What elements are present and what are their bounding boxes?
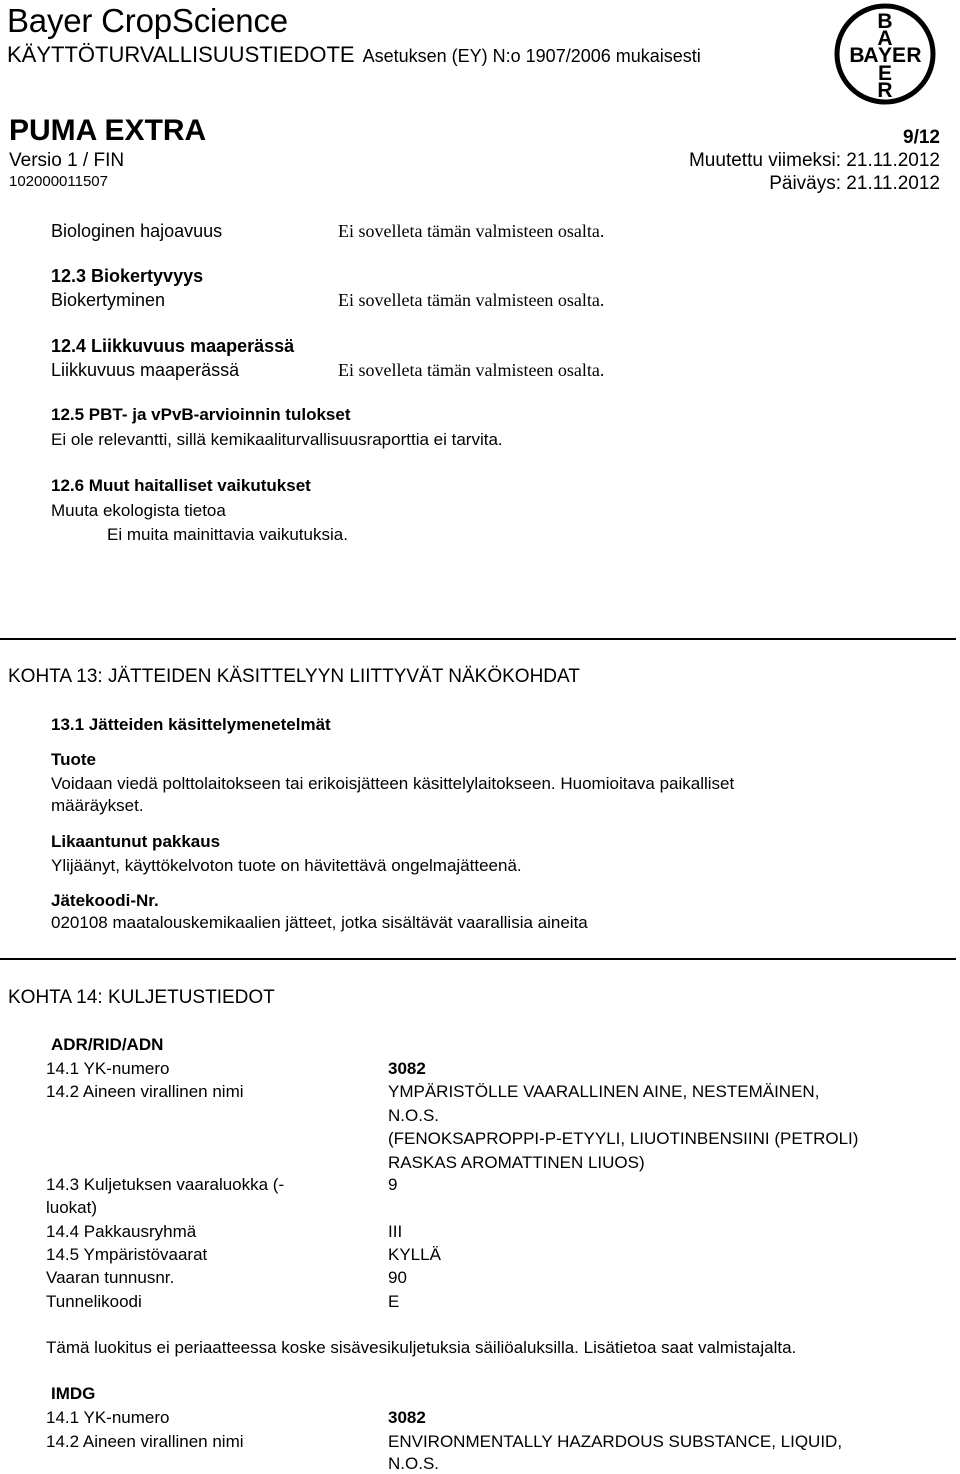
imdg-heading: IMDG [51, 1384, 96, 1403]
contaminated-packaging-label: Likaantunut pakkaus [51, 832, 221, 851]
adr-hazard-class-value: 9 [388, 1175, 398, 1194]
adr-shipping-name-line-1: YMPÄRISTÖLLE VAARALLINEN AINE, NESTEMÄINEN, [388, 1082, 820, 1101]
logo-letter-y: Y [877, 44, 893, 67]
section-13-heading: KOHTA 13: JÄTTEIDEN KÄSITTELYYN LIITTYVÄT NÄKÖKOHDAT [8, 666, 580, 687]
regulation-text: Asetuksen (EY) N:o 1907/2006 mukaisesti [362, 46, 701, 66]
adr-tunnel-code-label: Tunnelikoodi [46, 1292, 142, 1311]
document-number: 102000011507 [9, 173, 108, 190]
logo-letter-a: A [877, 27, 893, 50]
logo-letter-b: B [877, 10, 893, 33]
mobility-label: Liikkuvuus maaperässä [51, 360, 240, 380]
version-text: Versio 1 / FIN [9, 150, 125, 171]
pbt-text: Ei ole relevantti, sillä kemikaaliturvallisuusraporttia ei tarvita. [51, 430, 503, 449]
bioaccumulation-value: Ei sovelleta tämän valmisteen osalta. [338, 290, 605, 310]
section-12-3-heading: 12.3 Biokertyvyys [51, 266, 204, 286]
logo-letter-e: E [877, 62, 893, 85]
bioaccumulation-label: Biokertyminen [51, 290, 166, 310]
imdg-shipping-name-label: 14.2 Aineen virallinen nimi [46, 1432, 244, 1451]
page-number: 9/12 [903, 127, 940, 148]
contaminated-packaging-text: Ylijäänyt, käyttökelvoton tuote on hävitettävä ongelmajätteenä. [51, 856, 522, 875]
document-title-text: KÄYTTÖTURVALLISUUSTIEDOTE [7, 42, 355, 67]
adr-shipping-name-label: 14.2 Aineen virallinen nimi [46, 1082, 244, 1101]
waste-code-text: 020108 maatalouskemikaalien jätteet, jotka sisältävät vaarallisia aineita [51, 913, 588, 932]
adr-un-number-label: 14.1 YK-numero [46, 1059, 170, 1078]
biodegradability-label: Biologinen hajoavuus [51, 221, 223, 241]
section-12-4-heading: 12.4 Liikkuvuus maaperässä [51, 336, 295, 356]
adr-hazard-id-label: Vaaran tunnusnr. [46, 1268, 175, 1287]
product-name: PUMA EXTRA [9, 114, 207, 147]
biodegradability-value: Ei sovelleta tämän valmisteen osalta. [338, 221, 605, 241]
section-12-6-heading: 12.6 Muut haitalliset vaikutukset [51, 476, 311, 495]
adr-un-number-value: 3082 [388, 1059, 426, 1078]
logo-letter-e2: E [891, 44, 907, 67]
imdg-un-number-label: 14.1 YK-numero [46, 1408, 170, 1427]
adr-shipping-name-line-4: RASKAS AROMATTINEN LIUOS) [388, 1153, 645, 1172]
other-ecological-text: Ei muita mainittavia vaikutuksia. [107, 525, 348, 544]
adr-packing-group-label: 14.4 Pakkausryhmä [46, 1222, 197, 1241]
document-date: Päiväys: 21.11.2012 [769, 173, 940, 194]
logo-letter-a2: A [863, 44, 879, 67]
adr-hazard-id-value: 90 [388, 1268, 407, 1287]
logo-letter-r: R [877, 79, 893, 102]
section-13-divider [0, 638, 956, 640]
imdg-shipping-name-line-2: N.O.S. [388, 1454, 440, 1473]
mobility-value: Ei sovelleta tämän valmisteen osalta. [338, 360, 605, 380]
adr-heading: ADR/RID/ADN [51, 1035, 164, 1054]
product-disposal-text-1: Voidaan viedä polttolaitokseen tai erikoisjätteen käsittelylaitokseen. Huomioitava paikalliset [51, 774, 735, 793]
imdg-un-number-value: 3082 [388, 1408, 426, 1427]
inland-waterway-note: Tämä luokitus ei periaatteessa koske sisävesikuljetuksia säiliöaluksilla. Lisätietoa saat valmistajalta. [46, 1338, 797, 1357]
adr-shipping-name-line-3: (FENOKSAPROPPI-P-ETYYLI, LIUOTINBENSIINI (PETROLI) [388, 1129, 859, 1148]
section-14-heading: KOHTA 14: KULJETUSTIEDOT [8, 987, 275, 1008]
section-14-divider [0, 958, 956, 960]
adr-tunnel-code-value: E [388, 1292, 400, 1311]
adr-environmental-hazard-label: 14.5 Ympäristövaarat [46, 1245, 208, 1264]
revised-date: Muutettu viimeksi: 21.11.2012 [688, 150, 940, 171]
bayer-logo-icon [834, 2, 954, 106]
section-12-5-heading: 12.5 PBT- ja vPvB-arvioinnin tulokset [51, 405, 351, 424]
product-label: Tuote [51, 750, 97, 769]
logo-letter-r2: R [906, 44, 922, 67]
document-title [7, 42, 701, 68]
adr-hazard-class-label-2: luokat) [46, 1198, 98, 1217]
other-ecological-label: Muuta ekologista tietoa [51, 501, 226, 520]
logo-letter-b2: B [849, 44, 865, 67]
adr-environmental-hazard-value: KYLLÄ [388, 1245, 441, 1264]
product-disposal-text-2: määräykset. [51, 796, 144, 815]
imdg-shipping-name-line-1: ENVIRONMENTALLY HAZARDOUS SUBSTANCE, LIQUID, [388, 1432, 843, 1451]
adr-hazard-class-label-1: 14.3 Kuljetuksen vaaraluokka (- [46, 1175, 285, 1194]
section-13-1-heading: 13.1 Jätteiden käsittelymenetelmät [51, 715, 331, 734]
adr-shipping-name-line-2: N.O.S. [388, 1106, 440, 1125]
brand-name: Bayer CropScience [7, 2, 288, 39]
adr-packing-group-value: III [388, 1222, 403, 1241]
waste-code-label: Jätekoodi-Nr. [51, 891, 159, 910]
